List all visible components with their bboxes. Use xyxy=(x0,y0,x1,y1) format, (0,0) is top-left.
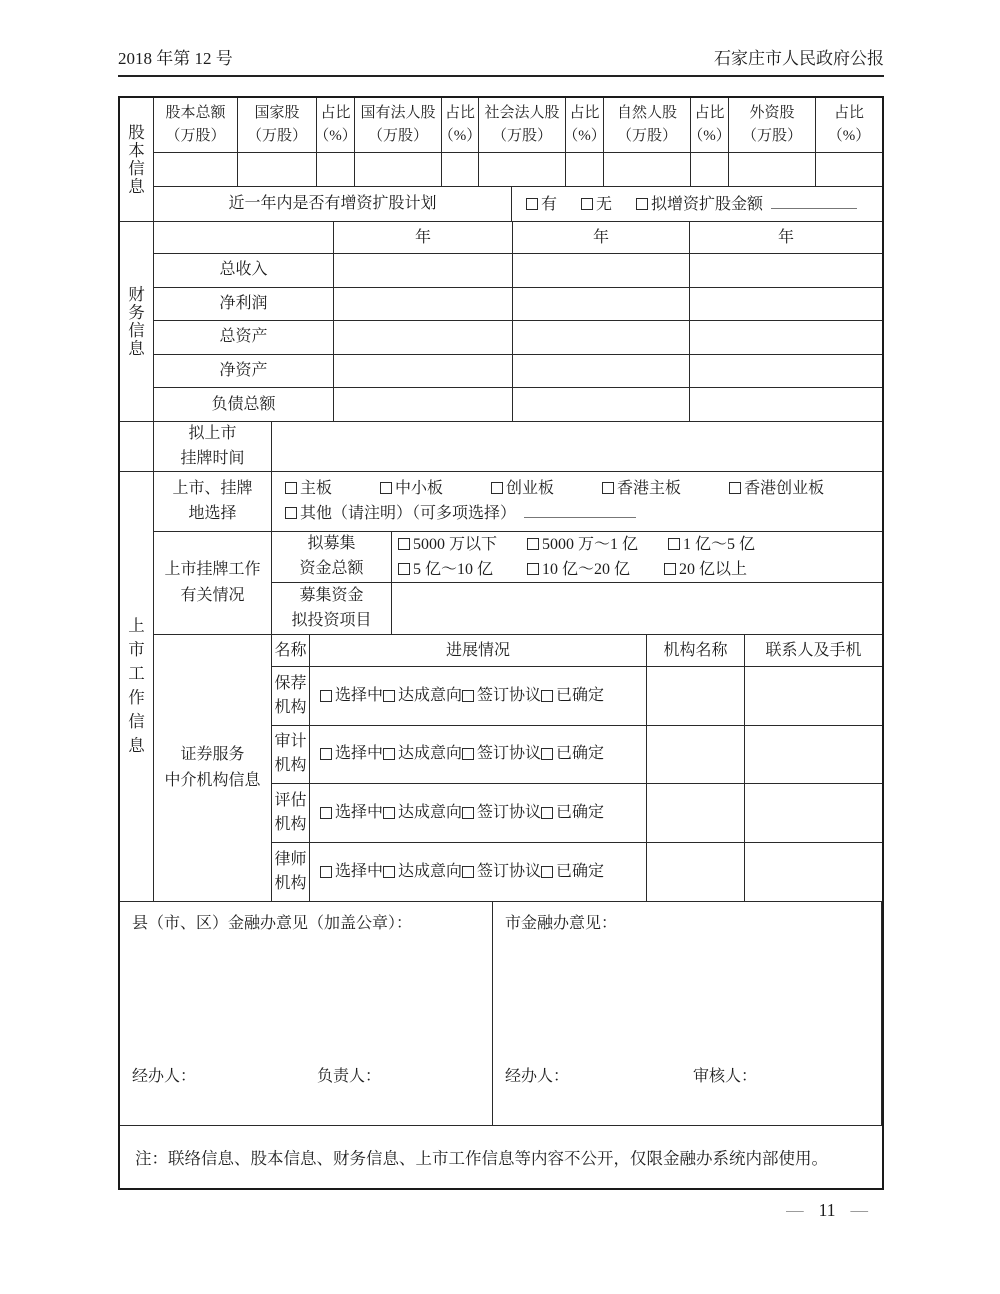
option-under-50m: 5000 万以下 xyxy=(398,536,497,553)
intermediary-row-lawyer xyxy=(272,843,882,901)
intermediary-row-audit xyxy=(272,726,882,785)
listing-time-label: 拟上市 挂牌时间 xyxy=(154,422,272,471)
progress-options: 选择中 达成意向 签订协议 已确定 xyxy=(310,843,647,901)
checkbox-icon xyxy=(398,563,410,575)
checkbox-icon xyxy=(729,482,741,494)
year-header-cell: 年 xyxy=(777,228,794,246)
city-opinion-title: 市金融办意见： xyxy=(505,914,618,932)
checkbox-icon xyxy=(541,807,553,819)
checkbox-icon xyxy=(285,482,297,494)
value-cell xyxy=(816,153,882,186)
handler-label: 经办人： xyxy=(132,1067,197,1085)
contact-cell xyxy=(745,784,882,842)
org-name-cell xyxy=(647,843,745,901)
checkbox-icon xyxy=(320,807,332,819)
section-listing-work xyxy=(120,472,882,902)
header-cell: 占比 （%） xyxy=(691,98,729,152)
increase-plan-options xyxy=(512,189,882,220)
listing-work-section-label-cell xyxy=(120,472,154,901)
checkbox-icon xyxy=(581,198,593,210)
value-cell xyxy=(334,355,513,388)
financial-row-label: 总资产 xyxy=(154,321,334,354)
checkbox-icon xyxy=(602,482,614,494)
invest-project-label: 募集资金 拟投资项目 xyxy=(272,583,392,634)
footer-dash: — xyxy=(850,1200,868,1220)
empty-section-label-cell xyxy=(120,422,154,471)
checkbox-icon xyxy=(668,538,680,550)
contact-cell xyxy=(745,843,882,901)
value-cell xyxy=(690,388,882,421)
value-cell xyxy=(513,254,690,287)
option-amount: 拟增资扩股金额 xyxy=(636,196,763,213)
progress-options: 选择中 达成意向 签订协议 已确定 xyxy=(310,726,647,784)
financial-row-label: 总收入 xyxy=(154,254,334,287)
value-cell xyxy=(690,288,882,321)
issue-number: 2018 年第 12 号 xyxy=(118,49,233,68)
checkbox-icon xyxy=(541,690,553,702)
value-cell xyxy=(513,321,690,354)
checkbox-icon xyxy=(664,563,676,575)
section-share-capital xyxy=(120,98,882,222)
share-capital-value-row xyxy=(154,153,882,187)
value-cell xyxy=(317,153,355,186)
reviewer-label: 审核人： xyxy=(693,1067,758,1085)
col-org-header: 机构名称 xyxy=(647,635,745,666)
header-cell: 外资股 （万股） xyxy=(729,98,816,152)
header-cell: 国家股 （万股） xyxy=(238,98,317,152)
checkbox-icon xyxy=(636,198,648,210)
header-cell: 占比 （%） xyxy=(827,104,871,144)
progress-options: 选择中 达成意向 签订协议 已确定 xyxy=(310,667,647,725)
year-header-cell: 年 xyxy=(513,222,690,253)
page-footer xyxy=(786,1200,868,1221)
city-signature-line xyxy=(505,1065,873,1089)
increase-plan-label: 近一年内是否有增资扩股计划 xyxy=(154,187,512,221)
col-name-header: 名称 xyxy=(272,635,310,666)
financial-row xyxy=(154,254,882,288)
fill-in-blank xyxy=(524,516,636,518)
value-cell xyxy=(566,153,604,186)
checkbox-icon xyxy=(383,748,395,760)
section-listing-time xyxy=(120,422,882,472)
header-cell: 占比 （%） xyxy=(566,98,604,152)
option-over-2b: 20 亿以上 xyxy=(664,561,747,578)
org-name-cell xyxy=(647,667,745,725)
county-signature-line xyxy=(132,1065,484,1089)
financial-row-label: 净利润 xyxy=(154,288,334,321)
checkbox-icon xyxy=(527,538,539,550)
value-cell xyxy=(334,321,513,354)
value-cell xyxy=(442,153,479,186)
financial-row xyxy=(154,321,882,355)
listing-time-value-cell xyxy=(272,422,882,471)
option-hk-gem-board: 香港创业板 xyxy=(729,480,824,497)
handler-label: 经办人： xyxy=(505,1067,570,1085)
value-cell xyxy=(334,254,513,287)
financial-row xyxy=(154,355,882,389)
option-gem-board: 创业板 xyxy=(491,480,554,497)
institution-name: 评估 机构 xyxy=(272,784,310,842)
col-contact-header: 联系人及手机 xyxy=(765,641,862,659)
org-name-cell xyxy=(647,726,745,784)
value-cell xyxy=(690,355,882,388)
financial-row-label: 净资产 xyxy=(154,355,334,388)
value-cell xyxy=(690,254,882,287)
checkbox-icon xyxy=(383,690,395,702)
financial-row xyxy=(154,388,882,421)
value-cell xyxy=(355,153,442,186)
checkbox-icon xyxy=(285,507,297,519)
header-cell: 社会法人股 （万股） xyxy=(479,98,566,152)
intermediary-label: 证券服务 中介机构信息 xyxy=(154,635,272,901)
checkbox-icon xyxy=(383,807,395,819)
institution-name: 保荐 机构 xyxy=(272,667,310,725)
listing-location-options xyxy=(272,472,882,531)
value-cell xyxy=(513,288,690,321)
value-cell xyxy=(729,153,816,186)
page-number: 11 xyxy=(818,1200,836,1220)
contact-cell xyxy=(745,726,882,784)
fill-in-blank xyxy=(771,207,857,209)
county-opinion-cell xyxy=(120,902,493,1125)
financial-row-label: 负债总额 xyxy=(154,388,334,421)
option-sme-board: 中小板 xyxy=(380,480,443,497)
checkbox-icon xyxy=(462,807,474,819)
value-cell xyxy=(513,388,690,421)
institution-name: 审计 机构 xyxy=(272,726,310,784)
org-name-cell xyxy=(647,784,745,842)
financial-row xyxy=(154,288,882,322)
fund-total-options xyxy=(392,532,882,582)
checkbox-icon xyxy=(398,538,410,550)
option-100m-500m: 1 亿～5 亿 xyxy=(668,536,755,553)
page-header xyxy=(118,42,884,77)
option-50m-100m: 5000 万～1 亿 xyxy=(527,536,638,553)
institution-name: 律师 机构 xyxy=(272,843,310,901)
option-main-board: 主板 xyxy=(285,480,332,497)
option-500m-1b: 5 亿～10 亿 xyxy=(398,561,493,578)
checkbox-icon xyxy=(491,482,503,494)
value-cell xyxy=(154,153,238,186)
value-cell xyxy=(479,153,566,186)
county-opinion-title: 县（市、区）金融办意见（加盖公章）： xyxy=(132,914,413,932)
invest-project-value-cell xyxy=(392,583,882,634)
share-capital-section-label-cell xyxy=(120,98,154,221)
intermediary-row-sponsor xyxy=(272,667,882,726)
gazette-title: 石家庄市人民政府公报 xyxy=(714,49,884,68)
checkbox-icon xyxy=(383,866,395,878)
listing-time-row xyxy=(154,422,882,471)
col-progress-header: 进展情况 xyxy=(310,635,647,666)
checkbox-icon xyxy=(320,690,332,702)
checkbox-icon xyxy=(527,563,539,575)
checkbox-icon xyxy=(541,748,553,760)
section-opinions xyxy=(120,902,882,1126)
increase-plan-row xyxy=(154,187,882,221)
checkbox-icon xyxy=(462,748,474,760)
share-capital-section-label: 股本信息 xyxy=(128,122,145,196)
option-yes: 有 xyxy=(526,196,557,213)
value-cell xyxy=(691,153,729,186)
listing-location-label: 上市、挂牌 地选择 xyxy=(154,472,272,531)
intermediary-row-appraisal xyxy=(272,784,882,843)
header-cell: 占比 （%） xyxy=(317,98,355,152)
value-cell xyxy=(604,153,691,186)
checkbox-icon xyxy=(320,748,332,760)
note-text: 注：联络信息、股本信息、财务信息、上市工作信息等内容不公开，仅限金融办系统内部使用。 xyxy=(135,1148,828,1168)
checkbox-icon xyxy=(320,866,332,878)
financial-year-header-row xyxy=(154,222,882,254)
section-financial xyxy=(120,222,882,422)
progress-options: 选择中 达成意向 签订协议 已确定 xyxy=(310,784,647,842)
checkbox-icon xyxy=(541,866,553,878)
option-no: 无 xyxy=(581,196,612,213)
note-row xyxy=(120,1126,882,1189)
listing-location-row xyxy=(154,472,882,532)
listing-work-section-label: 上市工作信息 xyxy=(128,616,145,756)
financial-section-label: 财务信息 xyxy=(128,284,145,358)
option-other: 其他（请注明）（可多项选择） xyxy=(285,505,516,522)
option-hk-main-board: 香港主板 xyxy=(602,480,681,497)
header-cell: 占比 （%） xyxy=(442,98,479,152)
fund-total-row xyxy=(272,532,882,583)
listing-form-table xyxy=(118,96,884,1190)
city-opinion-cell xyxy=(493,902,882,1125)
intermediary-header-row xyxy=(272,635,882,667)
checkbox-icon xyxy=(462,866,474,878)
corner-cell xyxy=(154,222,334,253)
checkbox-icon xyxy=(526,198,538,210)
financial-section-label-cell xyxy=(120,222,154,421)
listing-related-row xyxy=(154,532,882,635)
value-cell xyxy=(334,388,513,421)
invest-project-row xyxy=(272,583,882,634)
listing-related-label: 上市挂牌工作 有关情况 xyxy=(154,532,272,634)
checkbox-icon xyxy=(380,482,392,494)
year-header-cell: 年 xyxy=(334,222,513,253)
value-cell xyxy=(513,355,690,388)
value-cell xyxy=(334,288,513,321)
responsible-label: 负责人： xyxy=(317,1067,382,1085)
header-cell: 自然人股 （万股） xyxy=(604,98,691,152)
intermediary-block xyxy=(154,635,882,901)
fund-total-label: 拟募集 资金总额 xyxy=(272,532,392,582)
value-cell xyxy=(238,153,317,186)
header-cell: 股本总额 （万股） xyxy=(154,98,238,152)
share-capital-header-row xyxy=(154,98,882,153)
contact-cell xyxy=(745,667,882,725)
option-1b-2b: 10 亿～20 亿 xyxy=(527,561,630,578)
header-cell: 国有法人股 （万股） xyxy=(355,98,442,152)
footer-dash: — xyxy=(786,1200,804,1220)
value-cell xyxy=(690,321,882,354)
checkbox-icon xyxy=(462,690,474,702)
